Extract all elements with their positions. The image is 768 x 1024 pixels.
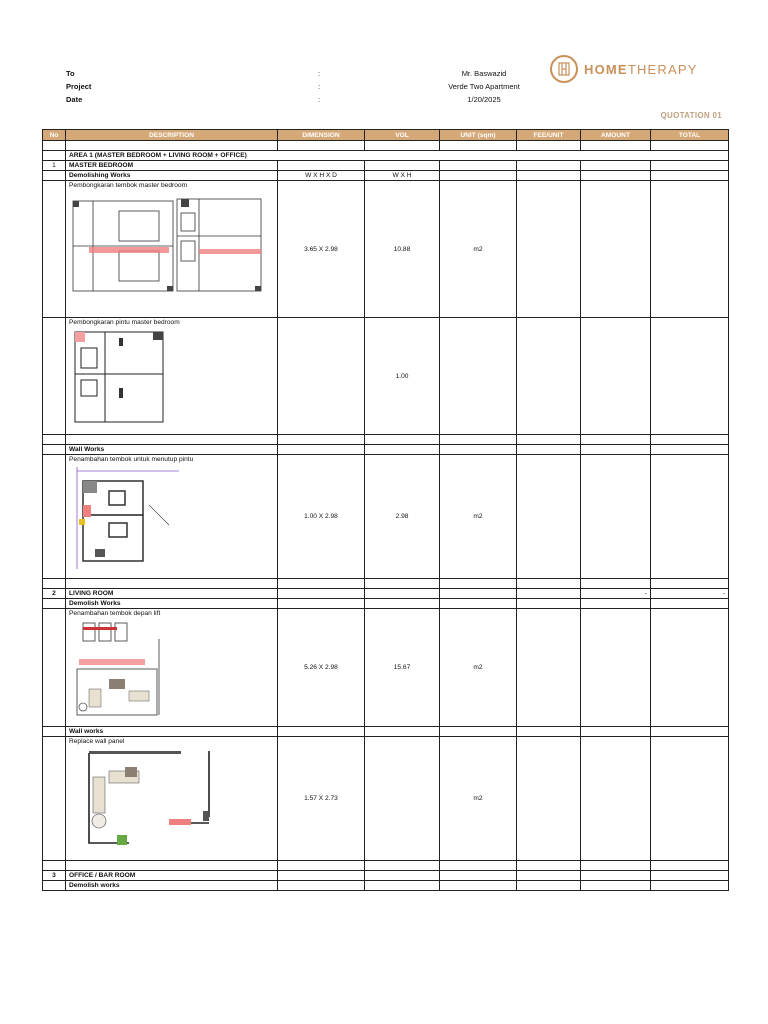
- col-amount: AMOUNT: [581, 130, 651, 141]
- col-no: No: [43, 130, 66, 141]
- col-vol: VOL: [365, 130, 440, 141]
- col-fee-unit: FEE/UNIT: [517, 130, 581, 141]
- section-title: LIVING ROOM: [66, 589, 278, 599]
- table-row: Pembongkaran pintu master bedroom 1.00: [43, 318, 729, 435]
- project-colon: :: [318, 82, 321, 91]
- to-label: To: [66, 69, 75, 78]
- quotation-number: QUOTATION 01: [660, 111, 722, 120]
- item-cell: Penambahan tembok untuk menutup pintu: [66, 455, 278, 579]
- col-dimension: DIMENSION: [278, 130, 365, 141]
- item-cell: Pembongkaran pintu master bedroom: [66, 318, 278, 435]
- floor-plan-image: [69, 328, 169, 426]
- section-row: 1 MASTER BEDROOM: [43, 161, 729, 171]
- to-colon: :: [318, 69, 321, 78]
- section-row: 3 OFFICE / BAR ROOM: [43, 871, 729, 881]
- subsection-row: Demolish Works: [43, 599, 729, 609]
- date-label: Date: [66, 95, 83, 104]
- subsection-row: Wall Works: [43, 445, 729, 455]
- to-value: Mr. Baswazid: [461, 69, 507, 78]
- company-logo: [550, 55, 698, 83]
- project-label: Project: [66, 82, 92, 91]
- floor-plan-image: [69, 465, 179, 569]
- table-row: [43, 579, 729, 589]
- table-row: [43, 861, 729, 871]
- item-cell: Replace wall panel: [66, 737, 278, 861]
- area-row: [43, 151, 729, 161]
- section-total: -: [651, 589, 729, 599]
- table-header-row: [43, 130, 729, 141]
- table-row: Pembongkaran tembok master bedroom 3.65 X 2.98 10.88 m2: [43, 181, 729, 318]
- subsection-row: Demolish works: [43, 881, 729, 891]
- floor-plan-image: [69, 619, 179, 717]
- floor-plan-image: [69, 191, 269, 309]
- col-unit: UNIT (sqm): [440, 130, 517, 141]
- logo-mark-icon: [550, 55, 578, 83]
- section-row: 2 LIVING ROOM - -: [43, 589, 729, 599]
- table-row: [43, 435, 729, 445]
- date-colon: :: [318, 95, 321, 104]
- subsection-row: Demolishing Works W X H X D W X H: [43, 171, 729, 181]
- table-row: Penambahan tembok depan lift 5.26 X 2.98 15.67 m2: [43, 609, 729, 727]
- area-title: AREA 1 (MASTER BEDROOM + LIVING ROOM + OFFICE): [66, 151, 729, 161]
- section-title: OFFICE / BAR ROOM: [66, 871, 278, 881]
- table-row: Penambahan tembok untuk menutup pintu 1.00 X 2.98 2.98 m2: [43, 455, 729, 579]
- quotation-table: [42, 129, 729, 891]
- col-description: DESCRIPTION: [66, 130, 278, 141]
- col-total: TOTAL: [651, 130, 729, 141]
- date-value: 1/20/2025: [467, 95, 501, 104]
- logo-text: HOMETHERAPY: [584, 61, 698, 77]
- table-row: [43, 141, 729, 151]
- section-title: MASTER BEDROOM: [66, 161, 278, 171]
- section-amount: -: [581, 589, 651, 599]
- item-cell: Penambahan tembok depan lift: [66, 609, 278, 727]
- item-cell: Pembongkaran tembok master bedroom: [66, 181, 278, 318]
- table-row: Replace wall panel 1.57 X 2.73 m2: [43, 737, 729, 861]
- subsection-row: Wall works: [43, 727, 729, 737]
- project-value: Verde Two Apartment: [448, 82, 520, 91]
- floor-plan-image: [69, 747, 219, 851]
